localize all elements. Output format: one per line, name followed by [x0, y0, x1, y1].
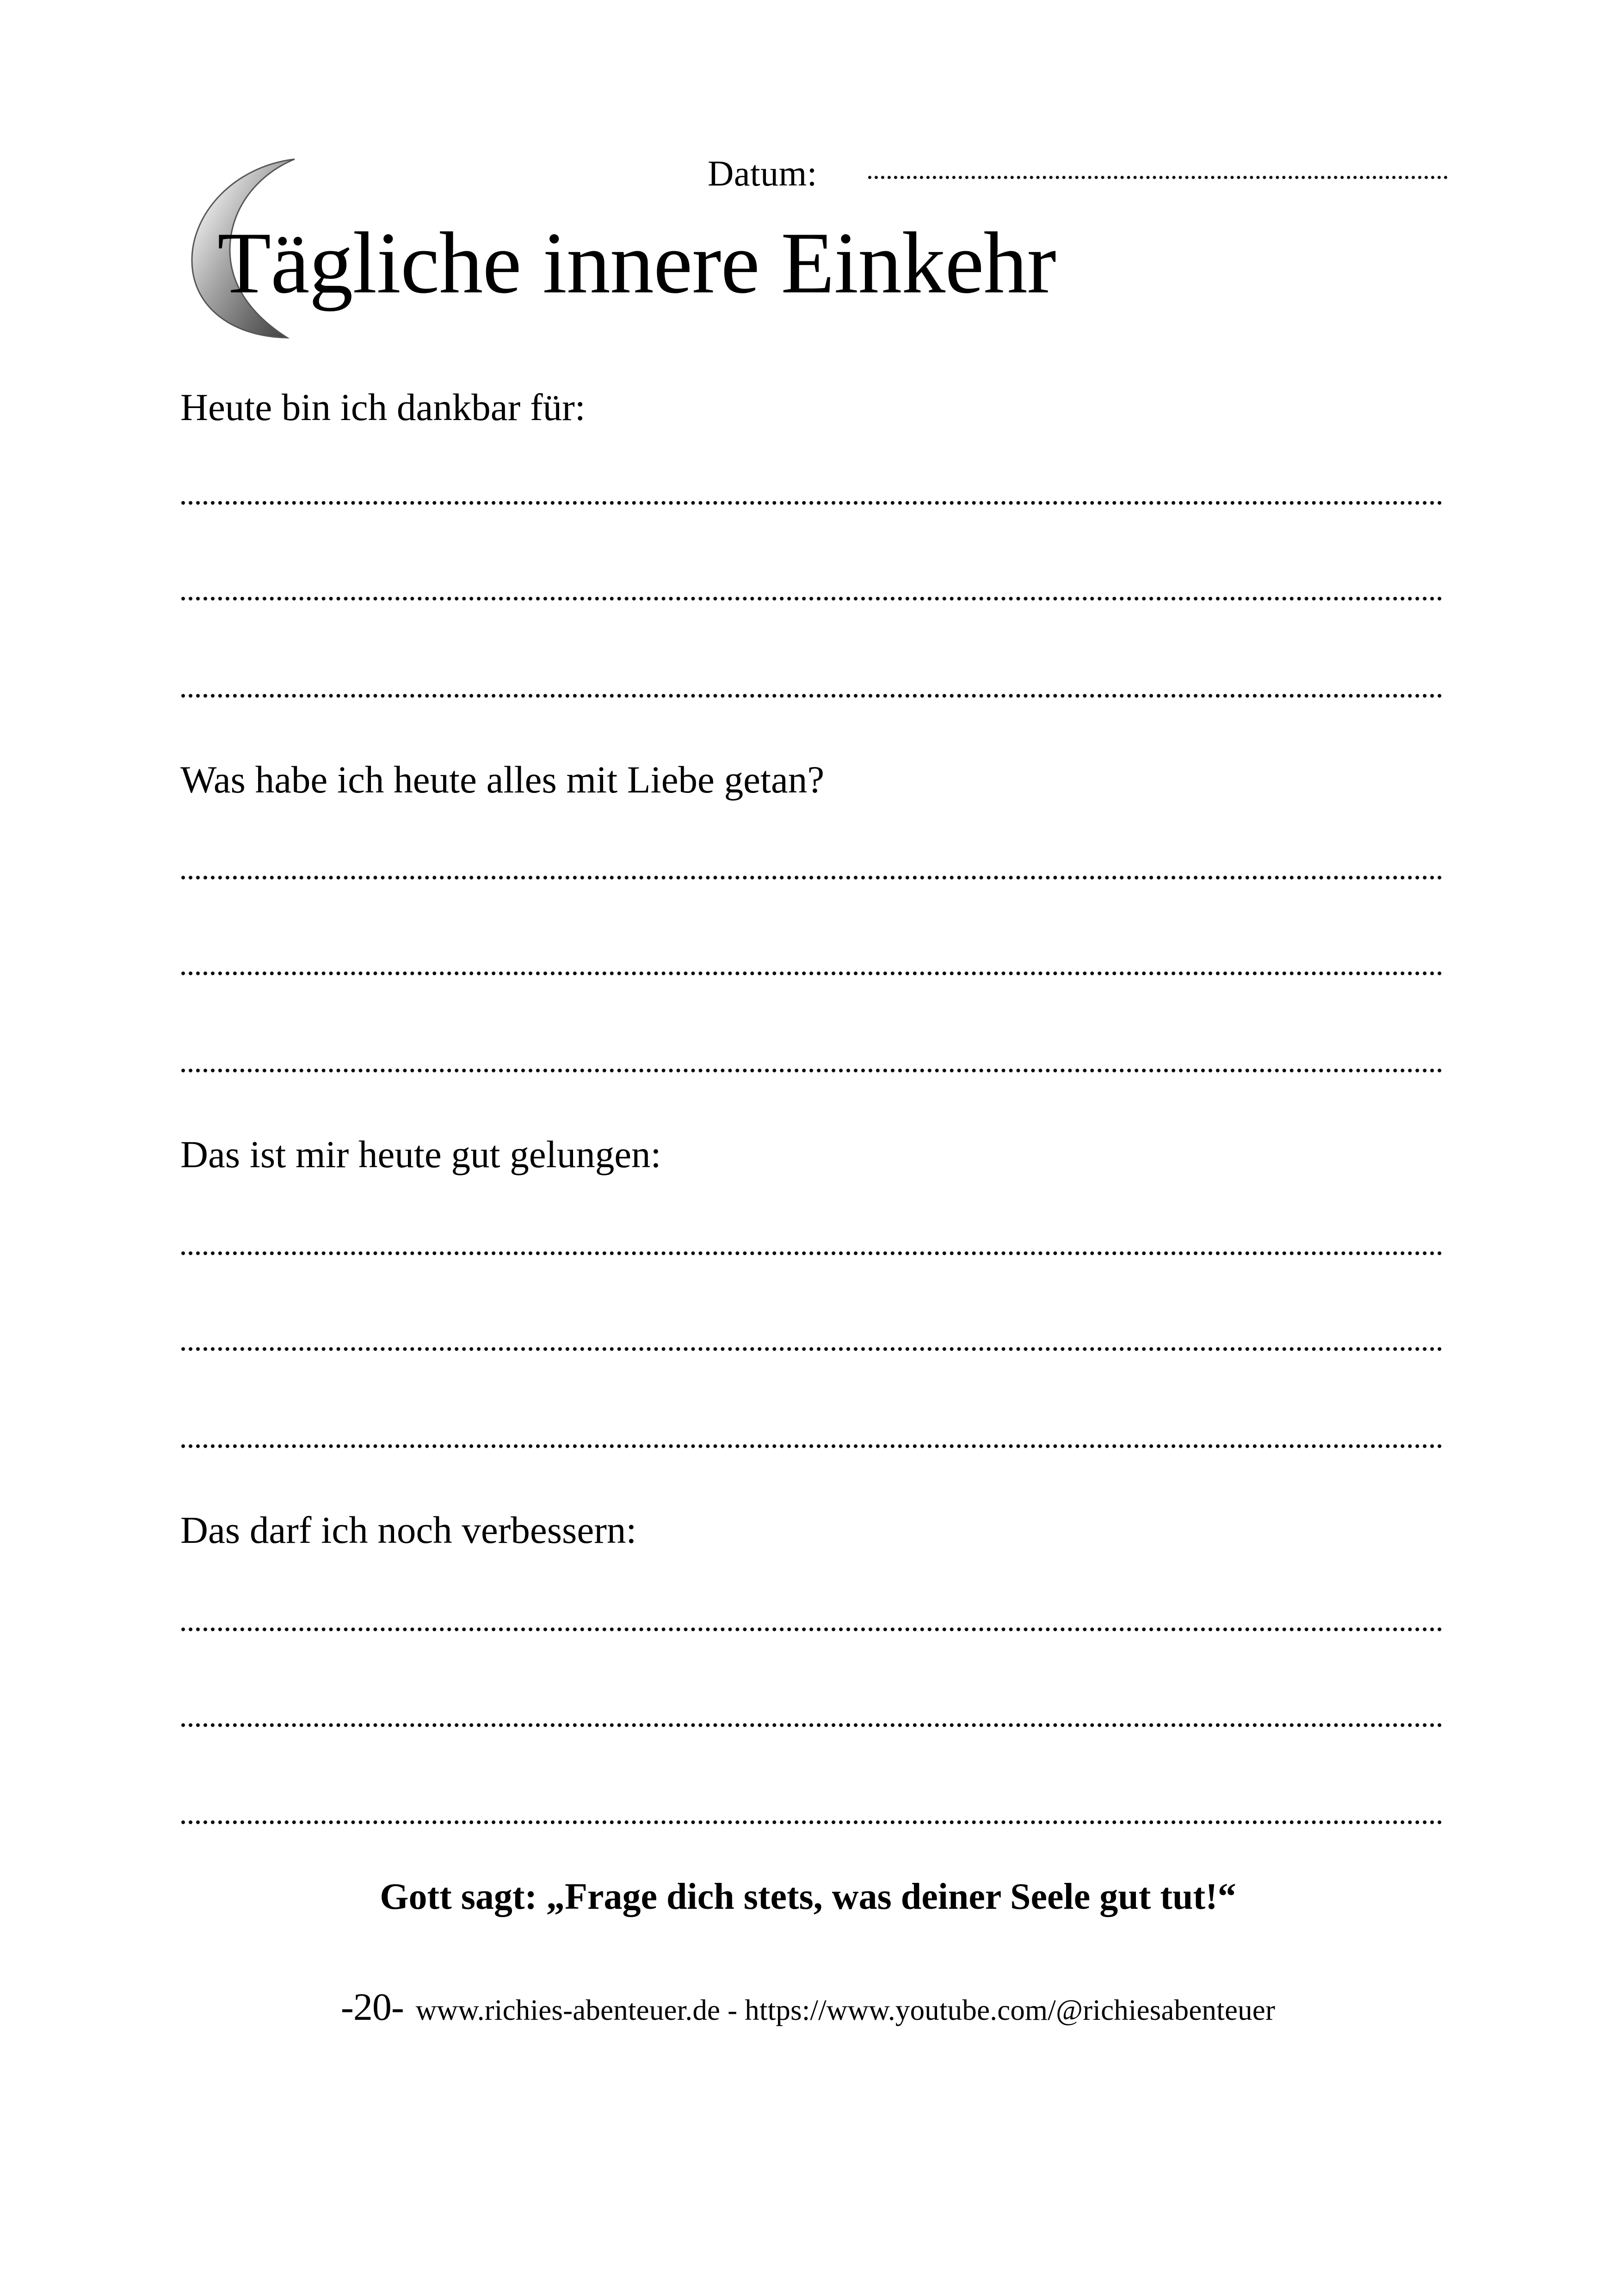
- answer-line[interactable]: [181, 1820, 1442, 1824]
- answer-line[interactable]: [181, 1444, 1442, 1448]
- page-footer: [0, 1985, 1616, 2030]
- answer-line[interactable]: [181, 876, 1442, 879]
- answer-line[interactable]: [181, 1628, 1442, 1631]
- footer-url[interactable]: www.richies-abenteuer.de - https://www.youtube.com/@richiesabenteuer: [415, 1994, 1276, 2026]
- answer-line[interactable]: [181, 694, 1442, 698]
- page-number: -20-: [340, 1986, 404, 2029]
- answer-line[interactable]: [181, 501, 1442, 505]
- answer-line[interactable]: [181, 1723, 1442, 1727]
- page-title: Tägliche innere Einkehr: [217, 215, 1056, 312]
- date-input-line[interactable]: [868, 176, 1448, 179]
- prompt-love: Was habe ich heute alles mit Liebe getan?: [180, 758, 825, 801]
- prompt-improve: Das darf ich noch verbessern:: [180, 1509, 637, 1551]
- answer-line[interactable]: [181, 972, 1442, 975]
- prompt-success: Das ist mir heute gut gelungen:: [180, 1133, 661, 1176]
- answer-line[interactable]: [181, 1069, 1442, 1072]
- answer-line[interactable]: [181, 1347, 1442, 1351]
- date-label: Datum:: [708, 153, 817, 193]
- date-field-row: [708, 153, 1448, 204]
- answer-line[interactable]: [181, 1251, 1442, 1255]
- prompt-gratitude: Heute bin ich dankbar für:: [180, 386, 586, 428]
- footer-quote: Gott sagt: „Frage dich stets, was deiner Seele gut tut!“: [380, 1876, 1236, 1917]
- answer-line[interactable]: [181, 597, 1442, 600]
